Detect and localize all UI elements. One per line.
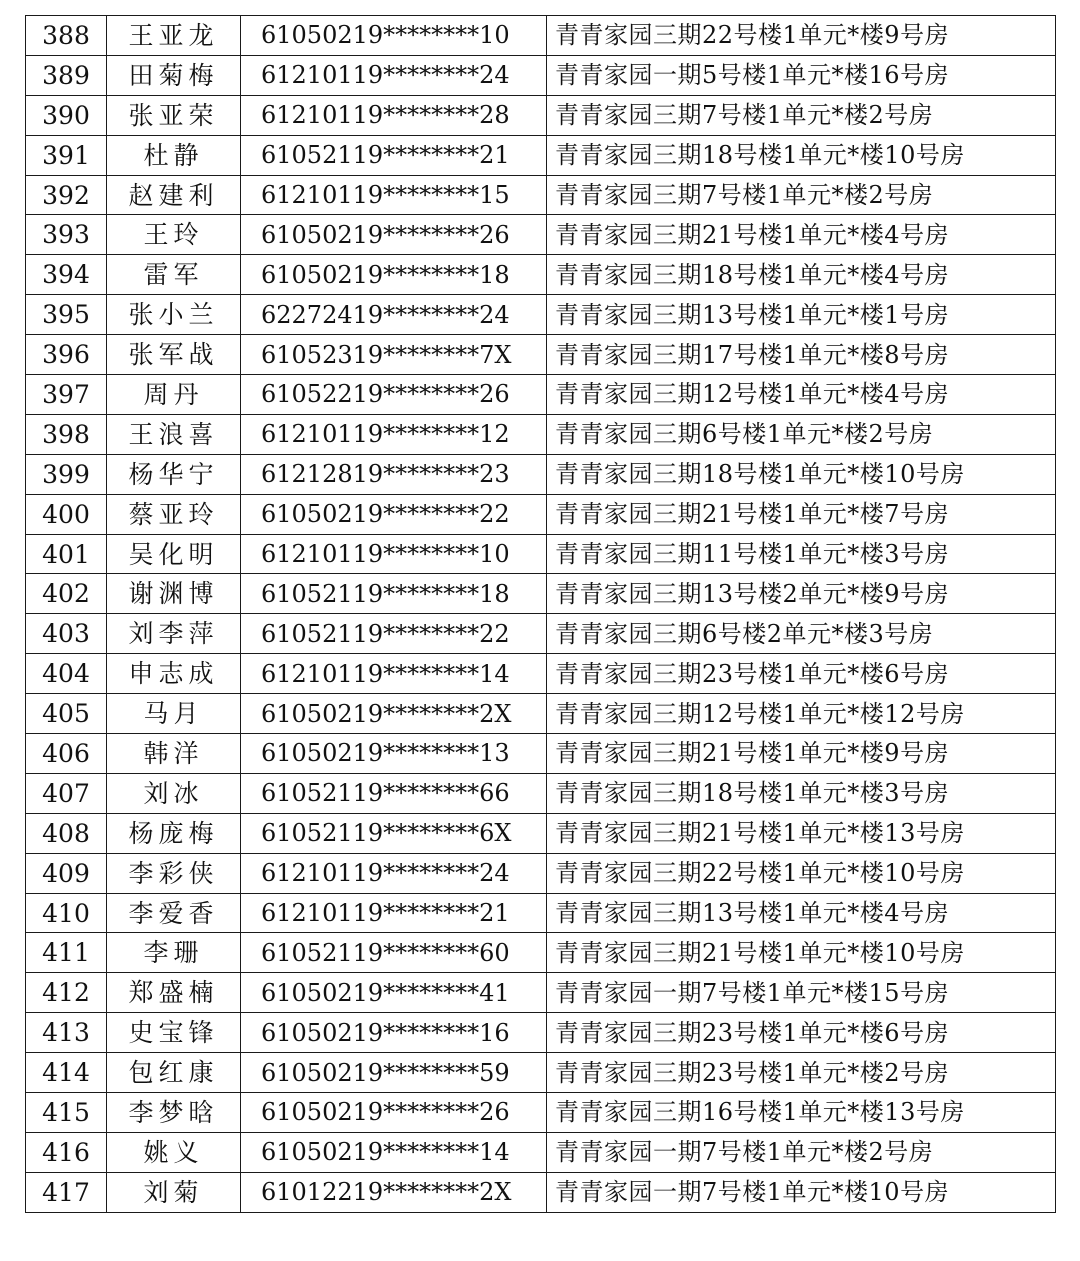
table-row (26, 414, 1056, 454)
id-number-cell: 61210119********14 (241, 654, 547, 694)
address-cell: 青青家园三期13号楼1单元*楼4号房 (547, 893, 1056, 933)
id-number-cell: 61210119********28 (241, 95, 547, 135)
id-number-cell: 61210119********12 (241, 414, 547, 454)
table-row (26, 494, 1056, 534)
resident-name-cell: 张亚荣 (107, 95, 241, 135)
address-cell: 青青家园三期13号楼2单元*楼9号房 (547, 574, 1056, 614)
address-cell: 青青家园三期6号楼2单元*楼3号房 (547, 614, 1056, 654)
id-number-cell: 61212819********23 (241, 454, 547, 494)
row-number-cell: 404 (26, 654, 107, 694)
address-cell: 青青家园一期5号楼1单元*楼16号房 (547, 55, 1056, 95)
table-row (26, 694, 1056, 734)
id-number-cell: 61052119********66 (241, 773, 547, 813)
resident-name-cell: 张军战 (107, 335, 241, 375)
address-cell: 青青家园三期7号楼1单元*楼2号房 (547, 95, 1056, 135)
resident-name-cell: 蔡亚玲 (107, 494, 241, 534)
table-row (26, 973, 1056, 1013)
id-number-cell: 61050219********41 (241, 973, 547, 1013)
id-number-cell: 61210119********15 (241, 175, 547, 215)
row-number-cell: 405 (26, 694, 107, 734)
table-row (26, 175, 1056, 215)
address-cell: 青青家园一期7号楼1单元*楼15号房 (547, 973, 1056, 1013)
row-number-cell: 400 (26, 494, 107, 534)
row-number-cell: 403 (26, 614, 107, 654)
id-number-cell: 61052119********22 (241, 614, 547, 654)
address-cell: 青青家园三期22号楼1单元*楼9号房 (547, 16, 1056, 56)
table-row (26, 614, 1056, 654)
id-number-cell: 61050219********26 (241, 215, 547, 255)
row-number-cell: 399 (26, 454, 107, 494)
table-row (26, 1132, 1056, 1172)
resident-name-cell: 申志成 (107, 654, 241, 694)
id-number-cell: 61210119********24 (241, 55, 547, 95)
roster-body (26, 16, 1056, 1213)
resident-name-cell: 李梦晗 (107, 1093, 241, 1133)
table-row (26, 933, 1056, 973)
row-number-cell: 406 (26, 734, 107, 774)
address-cell: 青青家园三期23号楼1单元*楼6号房 (547, 654, 1056, 694)
row-number-cell: 415 (26, 1093, 107, 1133)
address-cell: 青青家园三期21号楼1单元*楼7号房 (547, 494, 1056, 534)
address-cell: 青青家园一期7号楼1单元*楼2号房 (547, 1132, 1056, 1172)
resident-name-cell: 郑盛楠 (107, 973, 241, 1013)
table-row (26, 335, 1056, 375)
table-row (26, 255, 1056, 295)
address-cell: 青青家园三期12号楼1单元*楼12号房 (547, 694, 1056, 734)
id-number-cell: 61052119********18 (241, 574, 547, 614)
resident-name-cell: 周丹 (107, 375, 241, 415)
row-number-cell: 395 (26, 295, 107, 335)
row-number-cell: 402 (26, 574, 107, 614)
address-cell: 青青家园三期6号楼1单元*楼2号房 (547, 414, 1056, 454)
resident-name-cell: 李彩侠 (107, 853, 241, 893)
resident-name-cell: 马月 (107, 694, 241, 734)
address-cell: 青青家园一期7号楼1单元*楼10号房 (547, 1172, 1056, 1212)
address-cell: 青青家园三期18号楼1单元*楼4号房 (547, 255, 1056, 295)
resident-name-cell: 杨华宁 (107, 454, 241, 494)
address-cell: 青青家园三期23号楼1单元*楼2号房 (547, 1053, 1056, 1093)
id-number-cell: 61052119********60 (241, 933, 547, 973)
table-row (26, 1053, 1056, 1093)
row-number-cell: 414 (26, 1053, 107, 1093)
table-row (26, 773, 1056, 813)
resident-name-cell: 刘李萍 (107, 614, 241, 654)
id-number-cell: 61012219********2X (241, 1172, 547, 1212)
resident-name-cell: 刘冰 (107, 773, 241, 813)
row-number-cell: 397 (26, 375, 107, 415)
resident-name-cell: 张小兰 (107, 295, 241, 335)
id-number-cell: 61050219********10 (241, 16, 547, 56)
address-cell: 青青家园三期21号楼1单元*楼4号房 (547, 215, 1056, 255)
resident-name-cell: 谢渊博 (107, 574, 241, 614)
resident-name-cell: 王玲 (107, 215, 241, 255)
address-cell: 青青家园三期16号楼1单元*楼13号房 (547, 1093, 1056, 1133)
address-cell: 青青家园三期21号楼1单元*楼13号房 (547, 813, 1056, 853)
resident-name-cell: 杨庞梅 (107, 813, 241, 853)
table-row (26, 16, 1056, 56)
table-row (26, 454, 1056, 494)
id-number-cell: 61050219********2X (241, 694, 547, 734)
row-number-cell: 396 (26, 335, 107, 375)
id-number-cell: 61052319********7X (241, 335, 547, 375)
row-number-cell: 392 (26, 175, 107, 215)
id-number-cell: 61050219********18 (241, 255, 547, 295)
table-row (26, 654, 1056, 694)
table-row (26, 813, 1056, 853)
resident-name-cell: 王浪喜 (107, 414, 241, 454)
id-number-cell: 61050219********59 (241, 1053, 547, 1093)
address-cell: 青青家园三期22号楼1单元*楼10号房 (547, 853, 1056, 893)
table-row (26, 574, 1056, 614)
id-number-cell: 61052119********21 (241, 135, 547, 175)
table-row (26, 1093, 1056, 1133)
row-number-cell: 411 (26, 933, 107, 973)
row-number-cell: 407 (26, 773, 107, 813)
row-number-cell: 393 (26, 215, 107, 255)
id-number-cell: 61210119********24 (241, 853, 547, 893)
address-cell: 青青家园三期21号楼1单元*楼10号房 (547, 933, 1056, 973)
resident-name-cell: 韩洋 (107, 734, 241, 774)
address-cell: 青青家园三期18号楼1单元*楼10号房 (547, 135, 1056, 175)
resident-name-cell: 杜静 (107, 135, 241, 175)
row-number-cell: 390 (26, 95, 107, 135)
table-row (26, 95, 1056, 135)
resident-name-cell: 李爱香 (107, 893, 241, 933)
table-row (26, 295, 1056, 335)
resident-name-cell: 赵建利 (107, 175, 241, 215)
resident-name-cell: 王亚龙 (107, 16, 241, 56)
table-row (26, 853, 1056, 893)
id-number-cell: 61050219********22 (241, 494, 547, 534)
address-cell: 青青家园三期17号楼1单元*楼8号房 (547, 335, 1056, 375)
id-number-cell: 61050219********14 (241, 1132, 547, 1172)
row-number-cell: 416 (26, 1132, 107, 1172)
id-number-cell: 61050219********16 (241, 1013, 547, 1053)
row-number-cell: 398 (26, 414, 107, 454)
row-number-cell: 391 (26, 135, 107, 175)
id-number-cell: 61052119********6X (241, 813, 547, 853)
id-number-cell: 61052219********26 (241, 375, 547, 415)
table-row (26, 893, 1056, 933)
table-row (26, 1172, 1056, 1212)
table-row (26, 375, 1056, 415)
resident-name-cell: 雷军 (107, 255, 241, 295)
row-number-cell: 409 (26, 853, 107, 893)
resident-name-cell: 田菊梅 (107, 55, 241, 95)
id-number-cell: 61050219********13 (241, 734, 547, 774)
id-number-cell: 62272419********24 (241, 295, 547, 335)
row-number-cell: 394 (26, 255, 107, 295)
address-cell: 青青家园三期18号楼1单元*楼10号房 (547, 454, 1056, 494)
address-cell: 青青家园三期21号楼1单元*楼9号房 (547, 734, 1056, 774)
address-cell: 青青家园三期11号楼1单元*楼3号房 (547, 534, 1056, 574)
table-row (26, 55, 1056, 95)
row-number-cell: 401 (26, 534, 107, 574)
row-number-cell: 408 (26, 813, 107, 853)
id-number-cell: 61210119********10 (241, 534, 547, 574)
address-cell: 青青家园三期13号楼1单元*楼1号房 (547, 295, 1056, 335)
row-number-cell: 410 (26, 893, 107, 933)
table-row (26, 135, 1056, 175)
address-cell: 青青家园三期23号楼1单元*楼6号房 (547, 1013, 1056, 1053)
row-number-cell: 388 (26, 16, 107, 56)
row-number-cell: 412 (26, 973, 107, 1013)
table-row (26, 1013, 1056, 1053)
resident-name-cell: 李珊 (107, 933, 241, 973)
resident-name-cell: 刘菊 (107, 1172, 241, 1212)
resident-name-cell: 吴化明 (107, 534, 241, 574)
row-number-cell: 417 (26, 1172, 107, 1212)
id-number-cell: 61050219********26 (241, 1093, 547, 1133)
resident-name-cell: 史宝锋 (107, 1013, 241, 1053)
roster-table (25, 15, 1056, 1213)
resident-name-cell: 包红康 (107, 1053, 241, 1093)
row-number-cell: 413 (26, 1013, 107, 1053)
address-cell: 青青家园三期12号楼1单元*楼4号房 (547, 375, 1056, 415)
resident-name-cell: 姚义 (107, 1132, 241, 1172)
table-row (26, 534, 1056, 574)
table-row (26, 215, 1056, 255)
row-number-cell: 389 (26, 55, 107, 95)
address-cell: 青青家园三期18号楼1单元*楼3号房 (547, 773, 1056, 813)
table-row (26, 734, 1056, 774)
address-cell: 青青家园三期7号楼1单元*楼2号房 (547, 175, 1056, 215)
id-number-cell: 61210119********21 (241, 893, 547, 933)
